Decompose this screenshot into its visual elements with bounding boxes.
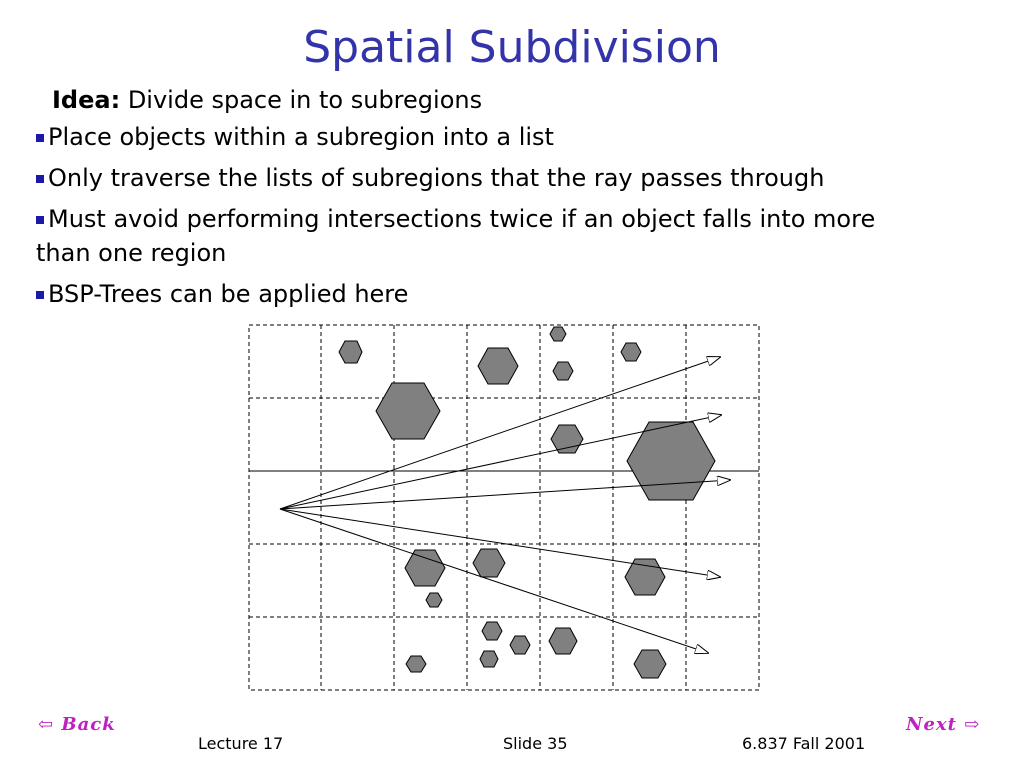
bullet-square-icon xyxy=(36,216,44,224)
hexagon-object xyxy=(551,425,583,453)
hexagon-object xyxy=(625,559,665,595)
hexagon-object xyxy=(478,348,518,384)
back-label: Back xyxy=(61,714,116,735)
bullet-list xyxy=(36,120,896,318)
next-arrow-icon: ⇨ xyxy=(964,714,981,735)
idea-label: Idea: xyxy=(52,86,121,114)
bullet-text: BSP-Trees can be applied here xyxy=(48,280,409,308)
hexagon-object xyxy=(634,650,666,678)
hexagon-object xyxy=(550,327,566,341)
hexagon-object xyxy=(621,343,641,361)
back-button[interactable] xyxy=(38,714,116,735)
bullet-text: Must avoid performing intersections twice if an object falls into more than one region xyxy=(36,205,876,267)
hexagon-objects xyxy=(339,327,715,678)
idea-line xyxy=(52,86,482,114)
hexagon-object xyxy=(339,341,362,363)
back-arrow-icon: ⇦ xyxy=(38,714,55,735)
hexagon-object xyxy=(376,383,440,439)
hexagon-object xyxy=(553,362,573,380)
bullet-item xyxy=(36,202,896,270)
bullet-text: Place objects within a subregion into a list xyxy=(48,123,554,151)
bullet-text: Only traverse the lists of subregions that the ray passes through xyxy=(48,164,825,192)
bullet-item xyxy=(36,277,896,311)
spatial-grid-diagram xyxy=(248,322,764,694)
rays xyxy=(280,357,730,653)
hexagon-object xyxy=(473,549,505,577)
footer-slide-number: Slide 35 xyxy=(503,734,568,753)
idea-text: Divide space in to subregions xyxy=(120,86,483,114)
hexagon-object xyxy=(549,628,577,654)
bullet-item xyxy=(36,161,896,195)
hexagon-object xyxy=(405,550,445,586)
next-button[interactable] xyxy=(906,714,980,735)
hexagon-object xyxy=(482,622,502,640)
slide-title: Spatial Subdivision xyxy=(303,22,721,73)
hexagon-object xyxy=(406,656,426,672)
hexagon-object xyxy=(480,651,498,667)
bullet-item xyxy=(36,120,896,154)
bullet-square-icon xyxy=(36,291,44,299)
hexagon-object xyxy=(627,422,715,500)
hexagon-object xyxy=(426,593,442,607)
footer-course: 6.837 Fall 2001 xyxy=(742,734,866,753)
bullet-square-icon xyxy=(36,134,44,142)
bullet-square-icon xyxy=(36,175,44,183)
footer-lecture: Lecture 17 xyxy=(198,734,284,753)
hexagon-object xyxy=(510,636,530,654)
next-label: Next xyxy=(906,714,957,735)
